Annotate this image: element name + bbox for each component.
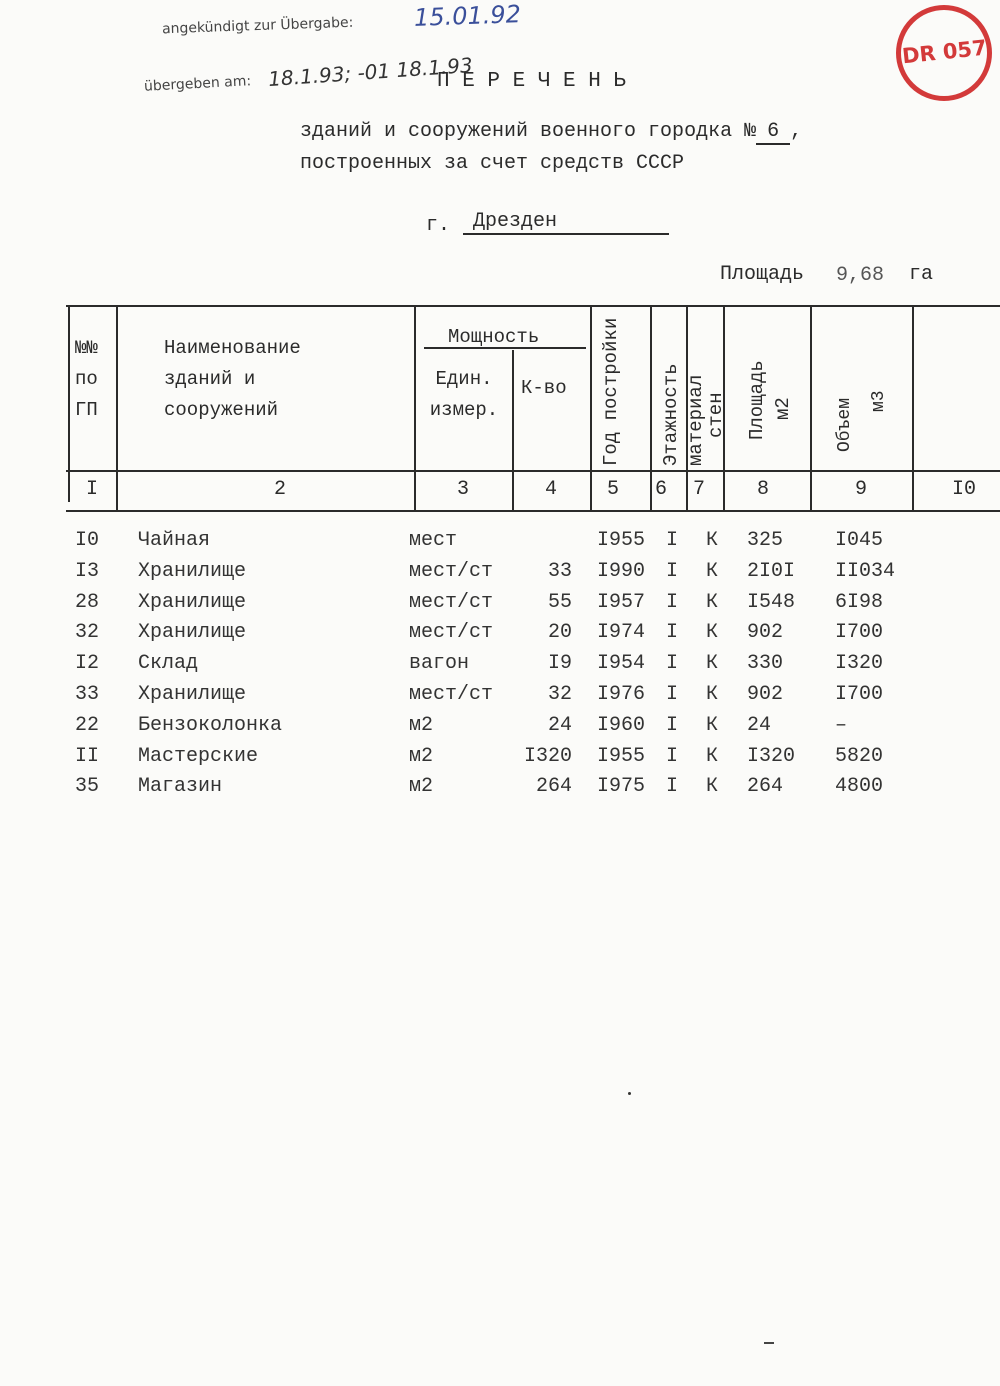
cell-name: Хранилище (138, 590, 247, 614)
cell-material: К (705, 713, 718, 737)
cell-floors: I (665, 559, 678, 583)
cell-unit: вагон (409, 652, 470, 676)
col-number-5: 5 (606, 478, 619, 501)
header-name-line-1: Наименование (164, 337, 301, 359)
cell-volume: I700 (835, 621, 884, 645)
header-name-line-2: зданий и (164, 368, 256, 390)
cell-qty: 32 (547, 683, 572, 706)
city-prefix: г. (426, 214, 451, 237)
cell-material: К (705, 775, 718, 799)
cell-floors: I (665, 683, 678, 706)
city-name: Дрезден (463, 211, 669, 235)
cell-no: II (75, 744, 100, 768)
cell-year: I960 (597, 713, 646, 737)
header-area-line-1: Площадь (746, 360, 768, 440)
cell-year: I957 (597, 590, 646, 614)
cell-volume: 5820 (835, 744, 884, 768)
cell-no: I3 (75, 559, 100, 583)
cell-area: I320 (747, 744, 796, 768)
subtitle-text: зданий и сооружений военного городка № (300, 120, 757, 143)
col-number-6: 6 (654, 478, 667, 501)
header-capacity: Мощность (448, 326, 540, 348)
handed-label: übergeben am: (143, 73, 252, 95)
cell-area: 330 (747, 652, 784, 676)
header-volume (828, 390, 896, 452)
cell-volume: 4800 (835, 775, 884, 799)
header-material-line-2: стен (705, 392, 727, 438)
cell-unit: мест/ст (409, 590, 494, 614)
cell-year: I955 (597, 529, 646, 552)
header-no-line-3: ГП (75, 399, 98, 421)
cell-area: 902 (747, 621, 784, 645)
cell-no: 22 (75, 713, 100, 737)
cell-floors: I (665, 652, 678, 676)
cell-name: Хранилище (138, 559, 247, 583)
header-material (686, 375, 726, 466)
cell-year: I976 (597, 683, 646, 706)
header-area (744, 360, 796, 440)
cell-material: К (705, 683, 718, 706)
cell-floors: I (665, 590, 678, 614)
col-number-2: 2 (273, 478, 286, 501)
cell-name: Хранилище (138, 621, 247, 645)
cell-year: I975 (597, 775, 646, 799)
col-number-7: 7 (692, 478, 705, 501)
cell-qty: I320 (523, 744, 572, 768)
cell-volume: I045 (835, 529, 884, 552)
cell-no: 32 (75, 621, 100, 645)
cell-unit: мест/ст (409, 683, 494, 706)
header-unit-line-2: измер. (429, 399, 499, 421)
subtitle-line-1 (300, 120, 802, 145)
cell-qty: 264 (535, 775, 572, 799)
cell-name: Бензоколонка (138, 713, 283, 737)
cell-unit: м2 (409, 744, 434, 768)
cell-unit: мест/ст (409, 621, 494, 645)
handed-date: 18.1.93; -01 18.1.93 (267, 52, 474, 92)
announced-label: angekündigt zur Übergabe: (161, 14, 354, 38)
town-number: 6 (756, 121, 790, 145)
header-unit (418, 364, 510, 426)
cell-material: К (705, 744, 718, 768)
cell-name: Магазин (138, 775, 223, 799)
cell-qty: 24 (547, 713, 572, 737)
area-unit: га (909, 263, 934, 286)
cell-no: 35 (75, 775, 100, 799)
cell-floors: I (665, 621, 678, 645)
cell-qty: 20 (547, 621, 572, 645)
cell-volume: I700 (835, 683, 884, 706)
area-label: Площадь (720, 263, 805, 286)
col-number-9: 9 (854, 478, 867, 501)
cell-unit: мест/ст (409, 559, 494, 583)
col-border-1 (116, 306, 118, 512)
cell-year: I990 (597, 559, 646, 583)
cell-area: 902 (747, 683, 784, 706)
cell-name: Склад (138, 652, 199, 676)
cell-qty: 33 (547, 559, 572, 583)
col-number-3: 3 (456, 478, 469, 501)
cell-name: Чайная (138, 529, 211, 552)
header-volume-line-1: Объем (835, 397, 855, 452)
cell-volume: I320 (835, 652, 884, 676)
cell-floors: I (665, 744, 678, 768)
header-no-line-2: по (75, 368, 98, 390)
header-material-line-1: материал (685, 374, 707, 466)
col-border-9 (912, 306, 914, 512)
cell-material: К (705, 559, 718, 583)
col-number-1: I (85, 478, 98, 501)
header-floors: Этажность (660, 363, 682, 466)
cell-qty: I9 (547, 652, 572, 676)
cell-floors: I (665, 529, 678, 552)
cell-year: I955 (597, 744, 646, 768)
cell-name: Мастерские (138, 744, 259, 768)
cell-area: 24 (747, 713, 772, 737)
table-header-bottom-line (66, 470, 1000, 472)
cell-volume: – (835, 713, 848, 737)
scan-speck (764, 1342, 774, 1344)
cell-no: I2 (75, 652, 100, 676)
col-number-4: 4 (544, 478, 557, 501)
cell-year: I974 (597, 621, 646, 645)
cell-volume: 6I98 (835, 590, 884, 614)
header-no (75, 333, 98, 426)
page-title: П Е Р Е Ч Е Н Ь (437, 70, 627, 93)
col-number-10: I0 (951, 478, 976, 501)
cell-material: К (705, 652, 718, 676)
subtitle-line-2: построенных за счет средств СССР (300, 152, 685, 175)
header-no-line-1: №№ (75, 337, 98, 359)
cell-volume: II034 (835, 559, 896, 583)
header-year: Год постройки (600, 317, 622, 466)
cell-floors: I (665, 713, 678, 737)
cell-year: I954 (597, 652, 646, 676)
cell-no: 28 (75, 590, 100, 614)
header-qty: К-во (521, 377, 567, 399)
header-area-line-2: м2 (772, 397, 794, 420)
header-name-line-3: сооружений (164, 399, 279, 421)
cell-floors: I (665, 775, 678, 799)
cell-name: Хранилище (138, 683, 247, 706)
cell-material: К (705, 590, 718, 614)
scan-speck (628, 1092, 631, 1095)
cell-area: 2I0I (747, 559, 796, 583)
cell-area: I548 (747, 590, 796, 614)
cell-unit: мест (409, 529, 458, 552)
cell-no: 33 (75, 683, 100, 706)
area-value: 9,68 (836, 264, 885, 287)
col-number-8: 8 (756, 478, 769, 501)
cell-material: К (705, 621, 718, 645)
header-volume-line-2: м3 (869, 390, 889, 412)
col-border-left (68, 306, 70, 502)
cell-unit: м2 (409, 775, 434, 799)
cell-qty: 55 (547, 590, 572, 614)
cell-unit: м2 (409, 713, 434, 737)
cell-no: I0 (75, 529, 100, 552)
cell-area: 264 (747, 775, 784, 799)
cell-area: 325 (747, 529, 784, 552)
table-number-row-line (66, 510, 1000, 512)
header-unit-line-1: Един. (435, 368, 493, 390)
announced-date: 15.01.92 (413, 0, 522, 32)
archive-code: DR 057 (900, 35, 988, 69)
header-name (164, 333, 301, 426)
subtitle-comma: , (790, 120, 803, 143)
cell-material: К (705, 529, 718, 552)
table-top-line (66, 305, 1000, 307)
